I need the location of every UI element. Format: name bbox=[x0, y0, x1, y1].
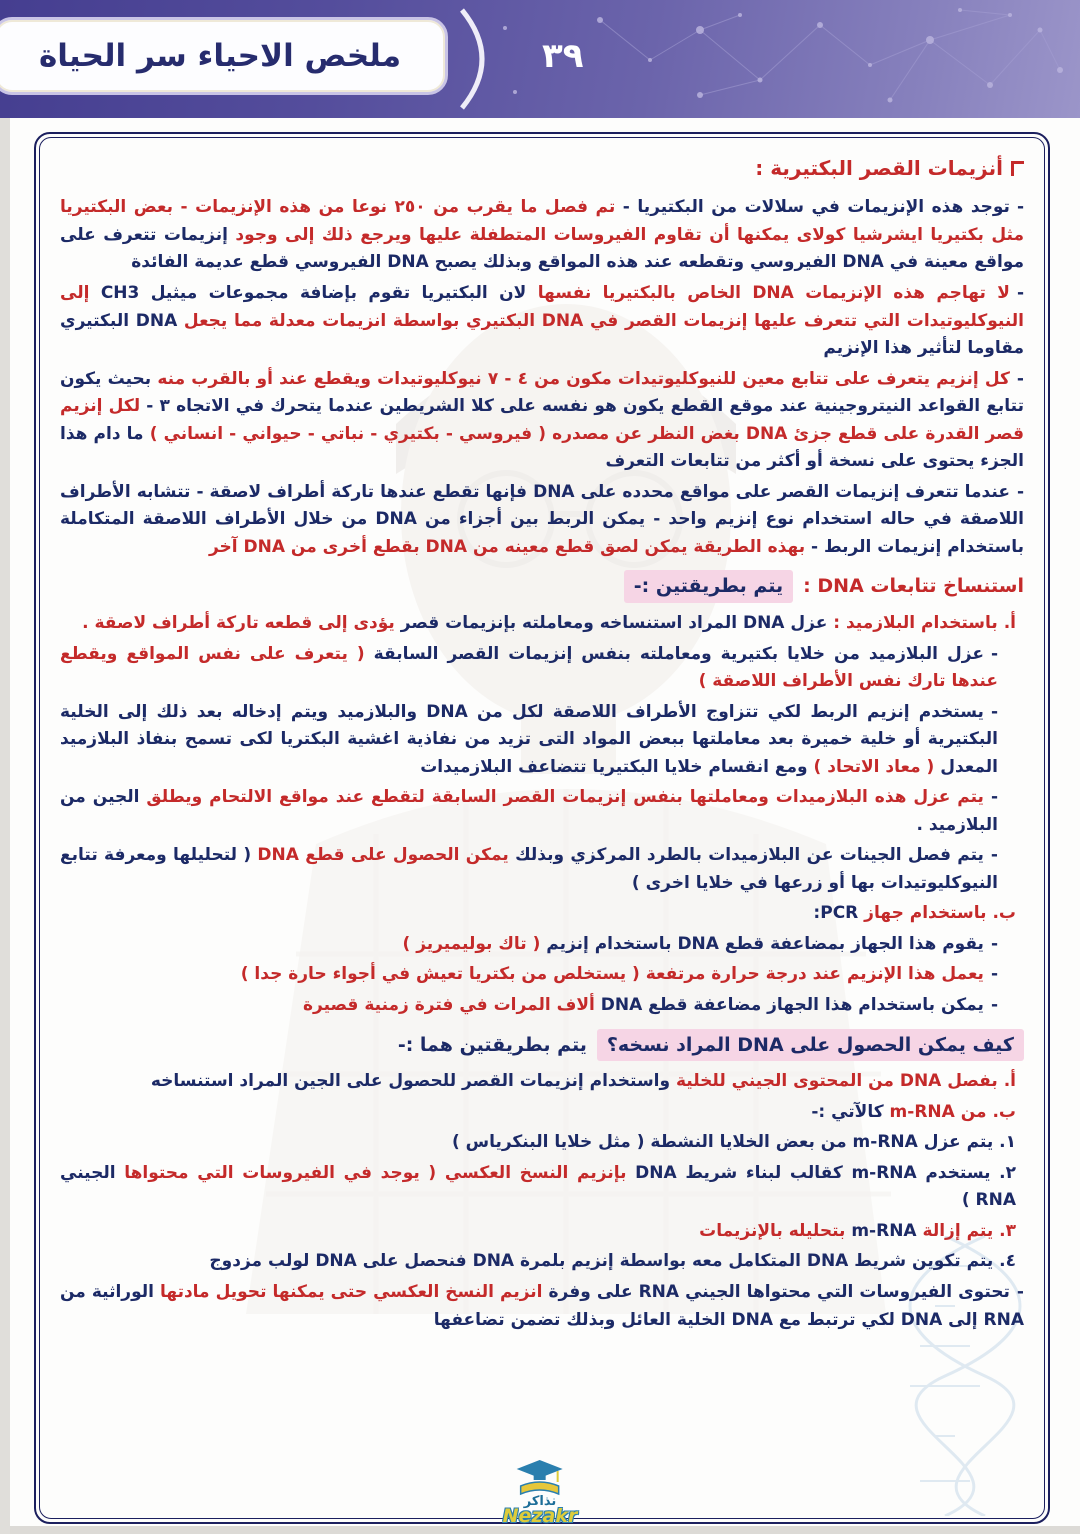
pcr-bullet bbox=[60, 992, 1024, 1020]
item-text: ب. باستخدام جهاز PCR: bbox=[813, 903, 1016, 924]
dash-marker: - bbox=[990, 701, 998, 722]
bullet-text: عندما تتعرف إنزيمات القصر على مواقع محدده على DNA فإنها تقطع عندها تاركة أطراف لاصقة - تتشابه الأطراف اللاصقة في حاله استخدام نوع إنزيم واحد - يمكن الربط بين أجزاء من DNA من خلال الأطراف اللاصقة المتكاملة باستخدام إنزيمات الربط - بهذه الطريقة يمكن لصق قطع معينه من DNA بقطع أخرى من DNA آخر bbox=[60, 481, 1024, 557]
dash-marker: - bbox=[1016, 1281, 1024, 1302]
dash-marker: - bbox=[1016, 197, 1024, 218]
item-text: ب. من m-RNA كالآتي :- bbox=[811, 1101, 1016, 1122]
bullet-text: تحتوى الفيروسات التي محتواها الجيني RNA على وفرة انزيم النسخ العكسي حتى يمكنها تحويل مادتها الوراثية من RNA إلى DNA لكي ترتبط مع DNA الخلية العائل وبذلك تضمن تضاعفها bbox=[60, 1281, 1024, 1330]
bullet-text: يقوم هذا الجهاز بمضاعفة قطع DNA باستخدام إنزيم ( تاك بوليميريز ) bbox=[402, 933, 984, 954]
book-title-box bbox=[0, 17, 448, 95]
graduation-cap-book-icon bbox=[513, 1458, 567, 1498]
plasmid-bullet bbox=[60, 699, 1024, 782]
section-heading-dna-cloning bbox=[60, 570, 1024, 603]
step-text: ٤. يتم تكوين شريط DNA المتكامل معه بواسطة إنزيم بلمرة DNA فنحصل على DNA لولب مزدوج bbox=[209, 1251, 1016, 1272]
dash-marker: - bbox=[1016, 282, 1024, 303]
section-heading-highlight: كيف يمكن الحصول على DNA المراد نسخه؟ bbox=[597, 1029, 1024, 1062]
dash-marker: - bbox=[990, 845, 998, 866]
dash-marker: - bbox=[990, 994, 998, 1015]
section-heading-rest: يتم بطريقتين هما :- bbox=[397, 1033, 587, 1056]
dash-marker: - bbox=[1016, 368, 1024, 389]
intro-bullet bbox=[60, 366, 1024, 476]
bullet-text: يعمل هذا الإنزيم عند درجة حرارة مرتفعة ( يستخلص من بكتريا تعيش في أجواء حارة جدا ) bbox=[240, 964, 984, 985]
step-text: ٢. يستخدم m-RNA كقالب لبناء شريط DNA بإنزيم النسخ العكسي ( يوجد في الفيروسات التي محتواها الجيني RNA ) bbox=[60, 1162, 1017, 1211]
content-frame bbox=[34, 132, 1050, 1527]
page-header bbox=[0, 0, 1080, 118]
intro-bullet bbox=[60, 194, 1024, 277]
mrna-step bbox=[60, 1248, 1024, 1276]
intro-bullet bbox=[60, 280, 1024, 363]
method-b-pcr bbox=[60, 900, 1024, 928]
dash-marker: - bbox=[990, 964, 998, 985]
section-heading-obtain-dna bbox=[60, 1029, 1024, 1062]
section-title-text: أنزيمات القصر البكتيرية : bbox=[755, 156, 1003, 180]
bullet-text: يتم فصل الجينات عن البلازميدات بالطرد المركزي وبذلك يمكن الحصول على قطع DNA ( لتحليلها ومعرفة تتابع النيوكليوتيدات بها أو زرعها في خلايا اخرى ) bbox=[60, 845, 998, 893]
bullet-text: يتم عزل هذه البلازميدات ومعاملتها بنفس إنزيمات القصر السابقة لتقطع عند مواقع الالتحام ويطلق الجين من البلازميد . bbox=[60, 787, 998, 835]
bullet-text: عزل البلازميد من خلايا بكتيرية ومعاملته بنفس إنزيمات القصر السابقة ( يتعرف على نفس المواقع ويقطع عندها تارك نفس الأطراف اللاصقة ) bbox=[60, 643, 998, 692]
brand-name-arabic: نذاكر bbox=[523, 1494, 557, 1509]
bullet-text: توجد هذه الإنزيمات في سلالات من البكتيريا - تم فصل ما يقرب من ٢٥٠ نوعا من هذه الإنزيمات - بعض البكتيريا مثل بكتيريا ايشرشيا كولاى يمكنها أن تقاوم الفيروسات المتطفلة عليها ويرجع ذلك إلى وجود إنزيمات تتعرف على مواقع معينة في DNA الفيروسي وتقطعه عند هذه المواقع وبذلك يصبح DNA الفيروسي قطع عديمة الفائدة bbox=[60, 197, 1024, 273]
dash-marker: - bbox=[990, 643, 998, 664]
bullet-text: يستخدم إنزيم الربط لكي تتزاوج الأطراف اللاصقة لكل من DNA والبلازميد ويتم إدخاله بعد ذلك إلى الخلية البكتيرية أو خلية خميرة بعد معاملتها ببعض المواد التى تزيد من نفاذية اغشية البكتريا لكى تسمح بنفاذ البلازميد المعدل ( معاد الاتحاد ) ومع انقسام خلايا البكتيريا تتضاعف البلازميدات bbox=[60, 701, 998, 777]
dash-marker: - bbox=[1016, 481, 1024, 502]
bullet-text: لا تهاجم هذه الإنزيمات DNA الخاص بالبكتيريا نفسها لان البكتيريا تقوم بإضافة مجموعات ميثيل CH3 إلى النيوكليوتيدات التي تتعرف عليها إنزيمات القصر في DNA البكتيري بواسطة انزيمات معدلة مما يجعل DNA البكتيري مقاوما لتأثير هذا الإنزيم bbox=[60, 282, 1024, 359]
item-text: أ. بفصل DNA من المحتوى الجيني للخلية واستخدام إنزيمات القصر للحصول على الجين المراد استنساخه bbox=[150, 1071, 1016, 1092]
mrna-step bbox=[60, 1129, 1024, 1157]
bullet-text: يمكن باستخدام هذا الجهاز مضاعفة قطع DNA ألاف المرات في فترة زمنية قصيرة bbox=[302, 994, 984, 1015]
pcr-bullet bbox=[60, 961, 1024, 989]
bullet-text: كل إنزيم يتعرف على تتابع معين للنيوكليوتيدات مكون من ٤ - ٧ نيوكليوتيدات ويقطع عند أو بالقرب منه بحيث يكون تتابع القواعد النيتروجينية عند موقع القطع يكون هو نفسه على كلا الشريطين عندما يتحرك في الاتجاه ٣ - لكل إنزيم قصر القدرة على قطع جزئ DNA بغض النظر عن مصدره ( فيروسي - بكتيري - نباتي - حيواني - انساني ) ما دام هذا الجزء يحتوى على نسخة أو أكثر من تتابعات التعرف bbox=[60, 368, 1024, 472]
obtain-item-b bbox=[60, 1099, 1024, 1127]
step-text: ١. يتم عزل m-RNA من بعض الخلايا النشطة ( مثل خلايا البنكرياس ) bbox=[451, 1132, 1016, 1153]
virus-note-bullet bbox=[60, 1279, 1024, 1334]
mrna-step bbox=[60, 1160, 1024, 1215]
pcr-bullet bbox=[60, 931, 1024, 959]
section-heading-highlight: يتم بطريقتين :- bbox=[624, 570, 793, 603]
brand-name: Nezakr bbox=[502, 1505, 578, 1527]
mrna-step bbox=[60, 1218, 1024, 1246]
section-title-restriction-enzymes bbox=[60, 152, 1024, 184]
nezakr-logo bbox=[503, 1458, 578, 1526]
obtain-item-a bbox=[60, 1068, 1024, 1096]
book-title: ملخص الاحياء سر الحياة bbox=[38, 38, 402, 74]
document-body bbox=[36, 134, 1048, 1522]
page-number: ٣٩ bbox=[542, 36, 584, 76]
plasmid-bullet bbox=[60, 641, 1024, 696]
section-heading-title: استنساخ تتابعات DNA : bbox=[803, 575, 1024, 598]
plasmid-bullet bbox=[60, 784, 1024, 839]
red-bracket-icon bbox=[1011, 161, 1024, 176]
intro-bullet bbox=[60, 479, 1024, 562]
plasmid-bullet bbox=[60, 842, 1024, 897]
dash-marker: - bbox=[990, 787, 998, 808]
step-text: ٣. يتم إزالة m-RNA بتحليله بالإنزيمات bbox=[699, 1220, 1016, 1241]
method-a-plasmid bbox=[60, 610, 1024, 638]
item-text: أ. باستخدام البلازميد : عزل DNA المراد استنساخه ومعاملته بإنزيمات قصر يؤدى إلى قطعه تاركة أطراف لاصقة . bbox=[82, 613, 1016, 634]
title-bracket-decoration bbox=[462, 10, 482, 108]
dash-marker: - bbox=[990, 933, 998, 954]
